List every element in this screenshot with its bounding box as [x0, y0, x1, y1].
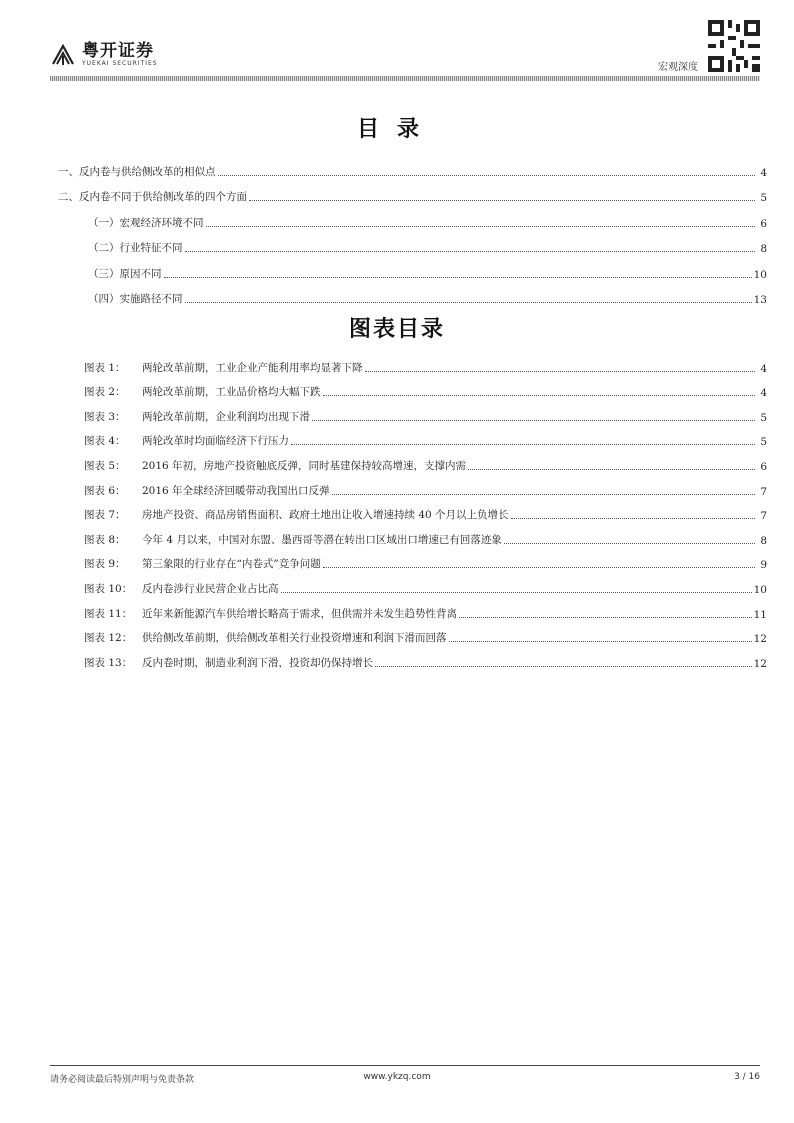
- figure-label: 图表 10：: [84, 582, 133, 595]
- dot-leader: [504, 543, 755, 544]
- dot-leader: [449, 641, 752, 642]
- toc-entry-page: 5: [760, 192, 767, 204]
- toc-subentry[interactable]: [58, 230, 767, 256]
- figure-title: 反内卷时期，制造业利润下滑，投资却仍保持增长: [142, 656, 373, 669]
- figure-title: 两轮改革前期，企业利润均出现下滑: [142, 410, 310, 423]
- toc-entry-title: 一、反内卷与供给侧改革的相似点: [58, 165, 216, 178]
- figure-label: 图表 11：: [84, 607, 133, 620]
- toc-list: [58, 153, 767, 306]
- toc-entry-page: 8: [760, 243, 767, 255]
- figure-title: 两轮改革时均面临经济下行压力: [142, 435, 289, 448]
- figure-label: 图表 7：: [84, 509, 126, 522]
- dot-leader: [511, 518, 755, 519]
- figure-page: 7: [760, 510, 767, 523]
- toc-subentry[interactable]: [58, 255, 767, 281]
- figure-entry[interactable]: [84, 621, 767, 646]
- dot-leader: [185, 302, 752, 303]
- header-divider: [50, 76, 760, 81]
- figure-entry[interactable]: [84, 571, 767, 596]
- qr-code-icon: [708, 20, 760, 72]
- brand-logo: [50, 42, 158, 68]
- dot-leader: [375, 666, 752, 667]
- figure-title: 反内卷涉行业民营企业占比高: [142, 582, 279, 595]
- figure-index-list: [84, 350, 767, 670]
- dot-leader: [468, 469, 755, 470]
- dot-leader: [218, 175, 756, 176]
- page-header: [50, 14, 760, 82]
- figure-title: 供给侧改革前期，供给侧改革相关行业投资增速和利润下滑而回落: [142, 632, 447, 645]
- figure-label: 图表 3：: [84, 410, 126, 423]
- dot-leader: [206, 226, 756, 227]
- figure-page: 6: [760, 460, 767, 473]
- figure-label: 图表 4：: [84, 435, 126, 448]
- figure-entry[interactable]: [84, 375, 767, 400]
- toc-entry-title: （一）宏观经济环境不同: [88, 216, 204, 229]
- figure-page: 5: [760, 411, 767, 424]
- footer-page-number: 3 / 16: [734, 1072, 760, 1082]
- figure-entry[interactable]: [84, 399, 767, 424]
- dot-leader: [459, 617, 752, 618]
- toc-subentry[interactable]: [58, 281, 767, 307]
- toc-heading: 目录: [356, 117, 437, 142]
- footer-divider: [50, 1065, 760, 1066]
- toc-entry[interactable]: [58, 179, 767, 205]
- figure-page: 9: [760, 559, 767, 572]
- figure-entry[interactable]: [84, 547, 767, 572]
- figure-label: 图表 13：: [84, 656, 133, 669]
- brand-logo-icon: [50, 42, 76, 68]
- dot-leader: [291, 444, 755, 445]
- figure-entry[interactable]: [84, 473, 767, 498]
- toc-entry-page: 4: [760, 166, 767, 179]
- figure-label: 图表 12：: [84, 632, 133, 645]
- dot-leader: [249, 200, 755, 201]
- figure-label: 图表 5：: [84, 459, 126, 472]
- figure-page: 7: [760, 485, 767, 498]
- figure-title: 两轮改革前期，工业企业产能利用率均显著下降: [142, 361, 363, 374]
- toc-entry-title: （二）行业特征不同: [88, 242, 183, 254]
- figure-entry[interactable]: [84, 498, 767, 523]
- dot-leader: [185, 251, 756, 252]
- figure-page: 4: [760, 362, 767, 375]
- toc-entry-page: 13: [753, 294, 767, 306]
- figure-label: 图表 8：: [84, 533, 126, 546]
- toc-entry-page: 10: [753, 268, 767, 281]
- dot-leader: [323, 395, 756, 396]
- dot-leader: [323, 567, 755, 568]
- figure-title: 第三象限的行业存在“内卷式”竞争问题: [142, 558, 321, 571]
- figure-title: 近年来新能源汽车供给增长略高于需求，但供需并未发生趋势性背离: [142, 607, 457, 620]
- figure-entry[interactable]: [84, 596, 767, 621]
- dot-leader: [164, 277, 752, 278]
- figure-label: 图表 6：: [84, 484, 126, 497]
- brand-name-en: YUEKAI SECURITIES: [82, 60, 158, 67]
- toc-subentry[interactable]: [58, 204, 767, 230]
- dot-leader: [332, 494, 755, 495]
- dot-leader: [281, 592, 752, 593]
- figure-page: 12: [753, 633, 767, 646]
- figure-page: 5: [760, 436, 767, 449]
- toc-entry-page: 6: [760, 217, 767, 230]
- figure-title: 2016 年初，房地产投资触底反弹，同时基建保持较高增速，支撑内需: [142, 459, 467, 472]
- footer-website[interactable]: www.ykzq.com: [363, 1072, 431, 1082]
- figure-entry[interactable]: [84, 424, 767, 449]
- figure-title: 2016 年全球经济回暖带动我国出口反弹: [142, 484, 330, 497]
- report-type-label: 宏观深度: [658, 62, 698, 73]
- dot-leader: [312, 420, 755, 421]
- figure-title: 两轮改革前期，工业品价格均大幅下跌: [142, 386, 321, 399]
- figure-entry[interactable]: [84, 448, 767, 473]
- figure-title: 今年 4 月以来，中国对东盟、墨西哥等潜在转出口区域出口增速已有回落迹象: [142, 533, 502, 546]
- brand-name-cn: 粤开证券: [82, 41, 154, 61]
- figure-entry[interactable]: [84, 350, 767, 375]
- figure-page: 11: [753, 608, 767, 621]
- toc-entry-title: 二、反内卷不同于供给侧改革的四个方面: [58, 191, 247, 203]
- figure-page: 4: [760, 387, 767, 400]
- figure-title: 房地产投资、商品房销售面积、政府土地出让收入增速持续 40 个月以上负增长: [142, 509, 509, 522]
- figure-label: 图表 2：: [84, 386, 126, 399]
- toc-entry-title: （三）原因不同: [88, 267, 162, 280]
- dot-leader: [365, 371, 756, 372]
- figure-entry[interactable]: [84, 645, 767, 670]
- footer-disclaimer: 请务必阅读最后特别声明与免责条款: [50, 1075, 195, 1085]
- figure-page: 12: [753, 657, 767, 670]
- figure-entry[interactable]: [84, 522, 767, 547]
- figure-label: 图表 1：: [84, 361, 126, 374]
- figure-index-heading: 图表目录: [348, 317, 445, 342]
- toc-entry-title: （四）实施路径不同: [88, 293, 183, 305]
- figure-page: 10: [753, 583, 767, 596]
- figure-page: 8: [760, 534, 767, 547]
- toc-entry[interactable]: [58, 153, 767, 179]
- figure-label: 图表 9：: [84, 558, 126, 571]
